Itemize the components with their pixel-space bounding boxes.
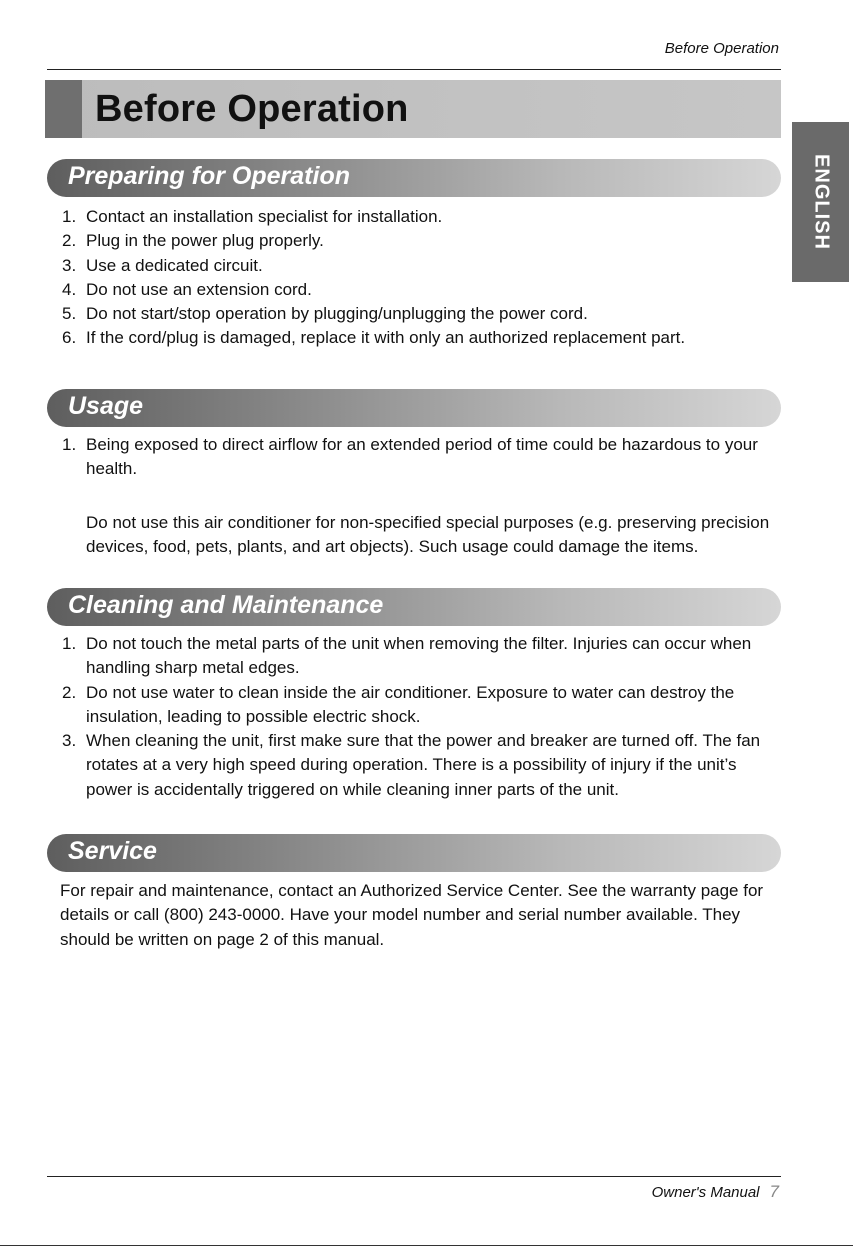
list-item: [62, 205, 782, 229]
item-number: 3.: [62, 255, 77, 275]
item-text: If the cord/plug is damaged, replace it with only an authorized replacement part.: [86, 328, 686, 348]
page-title-bar: [45, 80, 781, 138]
section-title-cleaning: Cleaning and Maintenance: [68, 591, 384, 619]
section-title-service: Service: [68, 837, 157, 865]
section-header-service: [47, 834, 781, 872]
item-number: 5.: [62, 304, 77, 324]
usage-note: Do not use this air conditioner for non-specified special purposes (e.g. preserving precision devices, food, pets, plants, and art objects). Such usage could damage the items.: [86, 513, 770, 557]
item-number: 2.: [62, 231, 77, 251]
top-divider: [47, 69, 781, 70]
item-text: Do not touch the metal parts of the unit when removing the filter. Injuries can occur when handling sharp metal edges.: [86, 634, 752, 678]
section-header-preparing: [47, 159, 781, 197]
service-text: For repair and maintenance, contact an Authorized Service Center. See the warranty page for details or call (800) 243-0000. Have your model number and serial number available. They should be written on page 2 of this manual.: [60, 881, 764, 949]
section-title-preparing: Preparing for Operation: [68, 162, 350, 190]
running-header: Before Operation: [664, 40, 779, 57]
language-tab-label: ENGLISH: [810, 154, 832, 250]
section-title-usage: Usage: [68, 392, 144, 420]
list-item: [62, 302, 782, 326]
section-header-cleaning: [47, 588, 781, 626]
item-text: Do not use water to clean inside the air conditioner. Exposure to water can destroy the insulation, leading to possible electric shock.: [86, 682, 735, 726]
item-text: Contact an installation specialist for installation.: [86, 207, 443, 226]
item-text: Use a dedicated circuit.: [86, 255, 263, 275]
list-item: [62, 326, 782, 350]
bottom-divider: [47, 1176, 781, 1177]
list-item: [62, 681, 782, 730]
item-number: 2.: [62, 682, 77, 702]
cleaning-list: [62, 632, 782, 802]
page-footer: [652, 1182, 779, 1202]
item-text: When cleaning the unit, first make sure that the power and breaker are turned off. The fan rotates at a very high speed during operation. There is a possibility of injury if the unit’s power is accidentally triggered on while cleaning inner parts of the unit.: [86, 731, 761, 799]
title-accent-block: [45, 80, 82, 138]
item-text: Do not start/stop operation by plugging/unplugging the power cord.: [86, 304, 588, 324]
item-number: 1.: [62, 207, 77, 226]
item-number: 4.: [62, 279, 77, 299]
preparing-list: [62, 205, 782, 351]
list-item: [62, 254, 782, 278]
list-item: [62, 229, 782, 253]
item-number: 1.: [62, 435, 77, 454]
page-number: 7: [769, 1182, 779, 1201]
item-number: 3.: [62, 731, 77, 751]
list-item: [62, 632, 782, 681]
list-item: [62, 278, 782, 302]
section-header-usage: [47, 389, 781, 427]
list-item: [62, 433, 782, 482]
list-item: [62, 729, 782, 802]
item-text: Do not use an extension cord.: [86, 279, 312, 299]
item-number: 1.: [62, 634, 77, 653]
language-tab: [792, 122, 849, 282]
item-text: Being exposed to direct airflow for an extended period of time could be hazardous to your health.: [86, 435, 758, 479]
page-title: Before Operation: [95, 88, 409, 130]
footer-label: Owner's Manual: [651, 1184, 760, 1201]
item-number: 6.: [62, 328, 77, 348]
page-edge-line: [0, 1245, 853, 1246]
item-text: Plug in the power plug properly.: [86, 231, 324, 251]
usage-list: [62, 433, 782, 482]
